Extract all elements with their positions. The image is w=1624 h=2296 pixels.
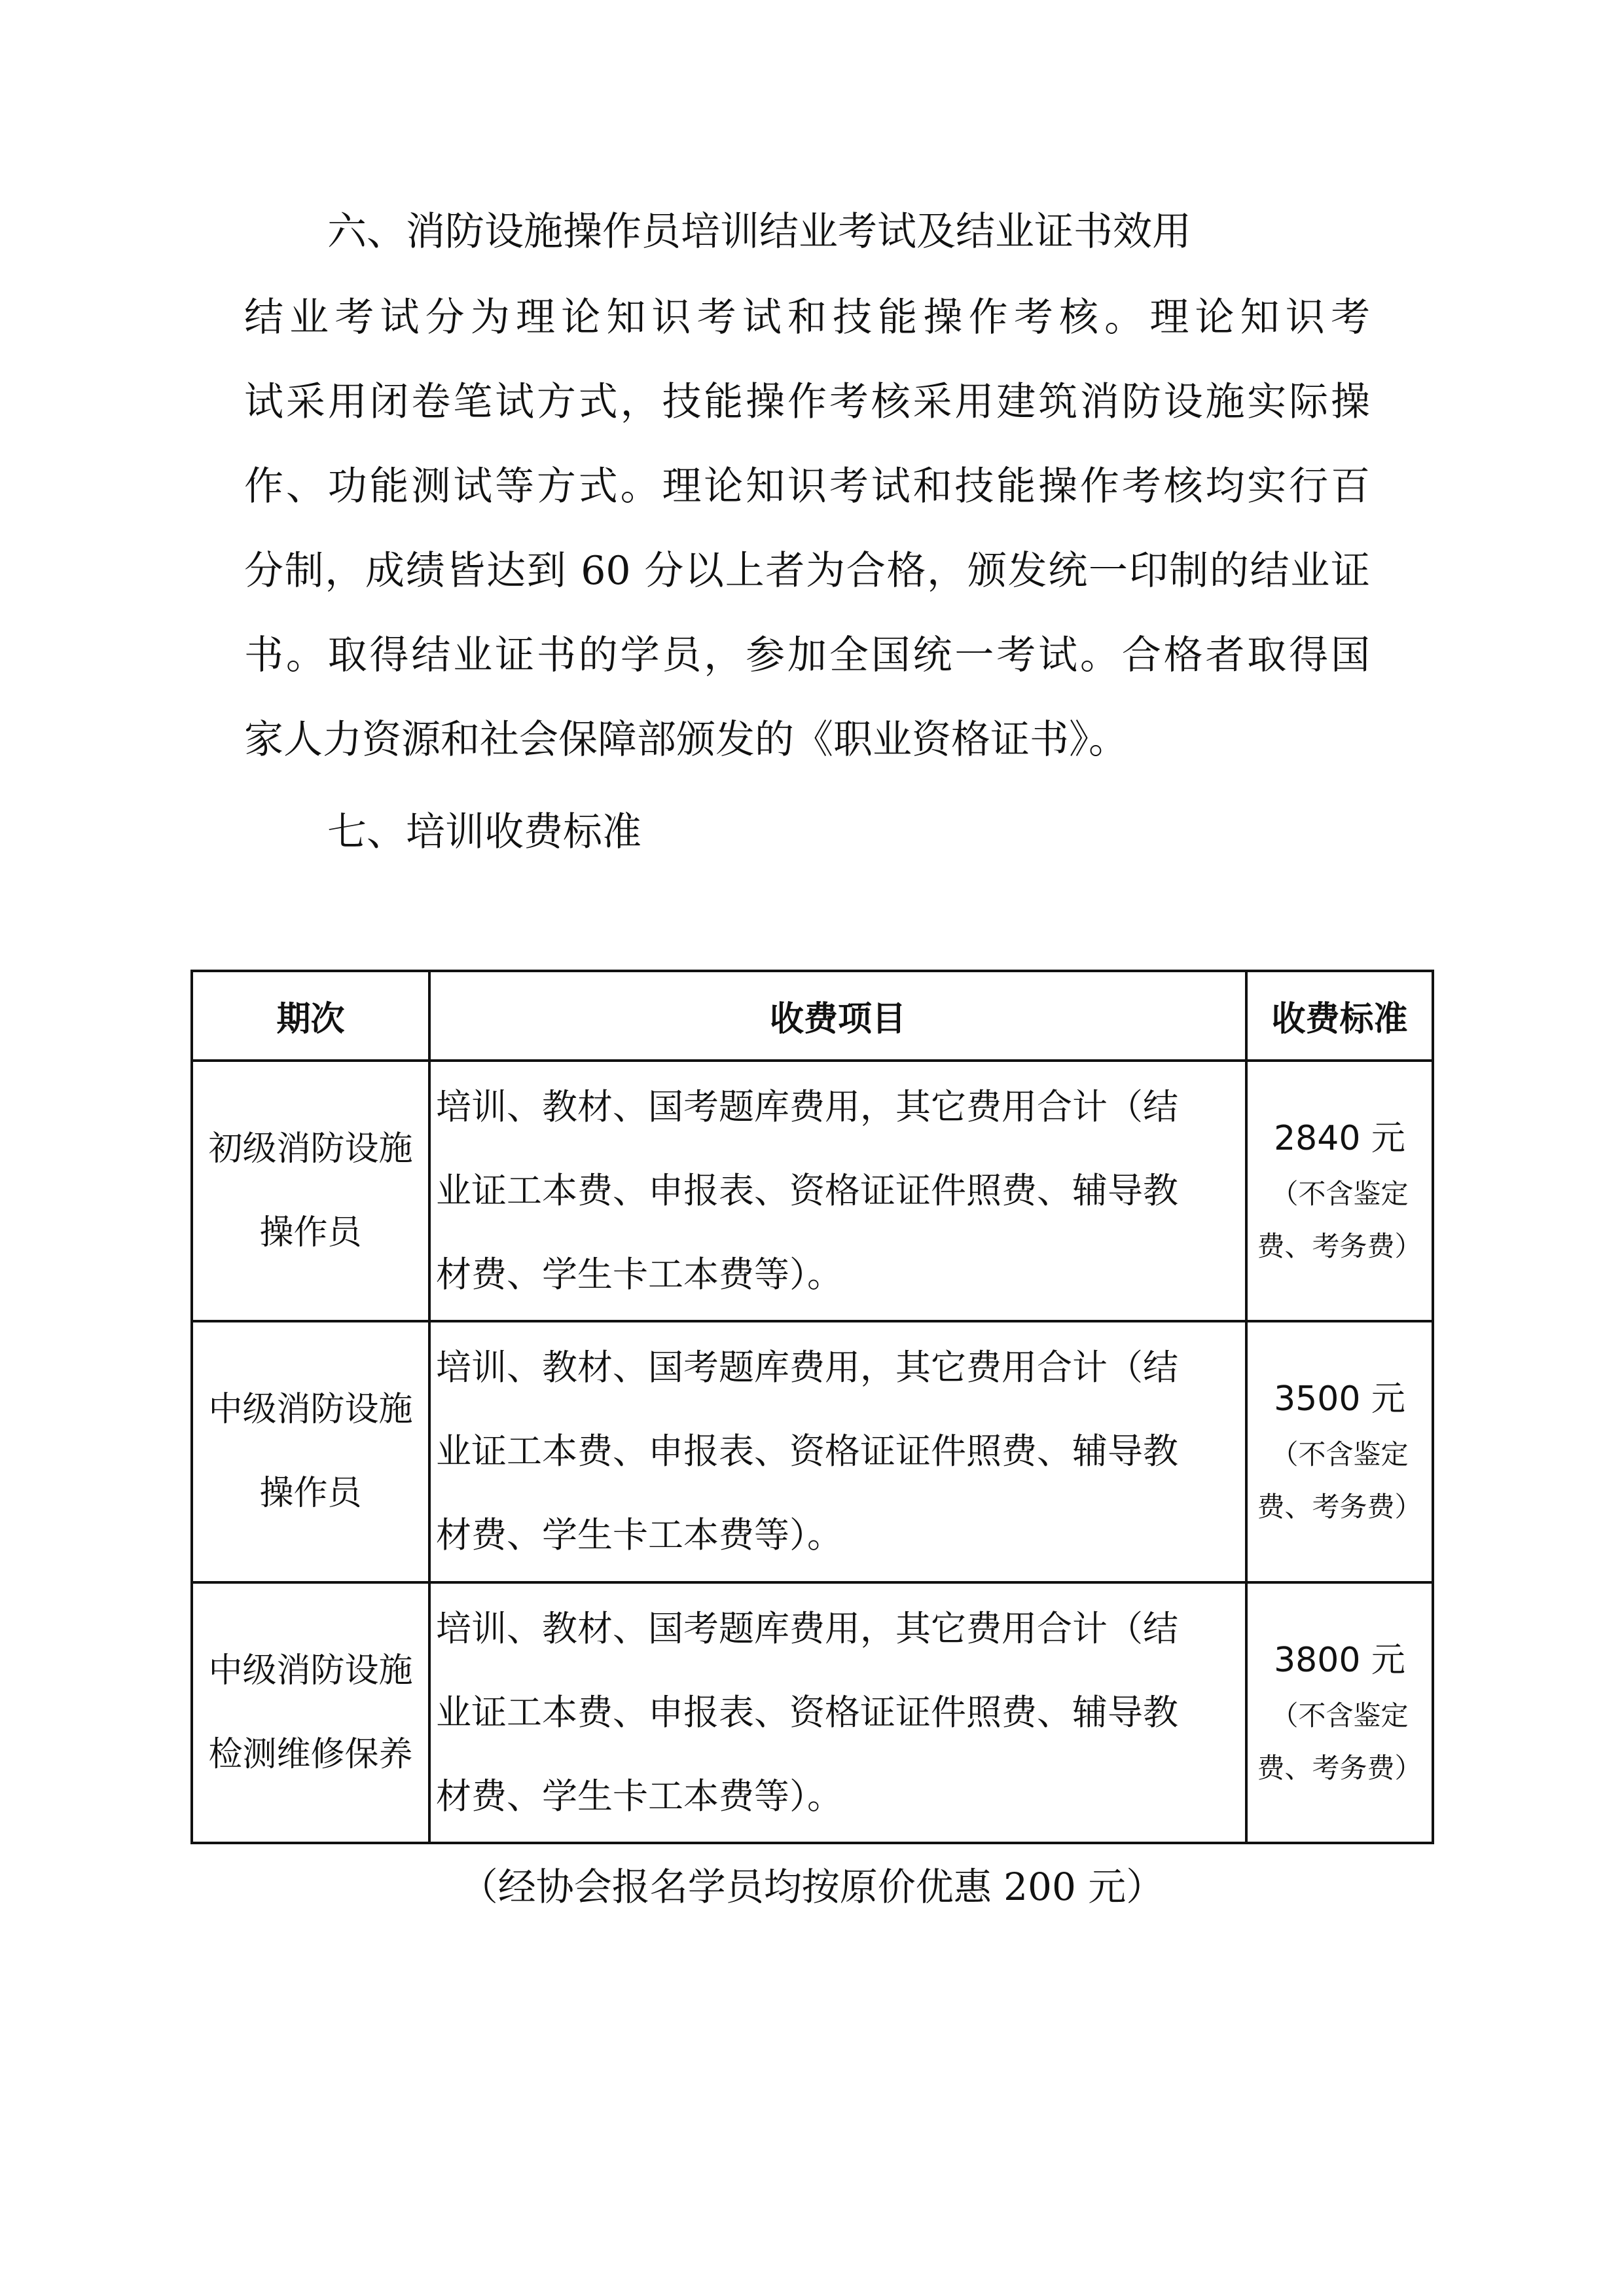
section-7-heading: 七、培训收费标准 (327, 809, 641, 855)
section-6-paragraph-line: 家人力资源和社会保障部颁发的《职业资格证书》。 (244, 717, 1128, 763)
items-line: 业证工本费、申报表、资格证证件照费、辅导教 (436, 1430, 1178, 1472)
table-row (192, 1321, 1433, 1582)
period-line: 操作员 (259, 1474, 362, 1514)
price-cell (1246, 1582, 1433, 1843)
period-cell (192, 1061, 429, 1321)
items-line: 业证工本费、申报表、资格证证件照费、辅导教 (436, 1170, 1178, 1211)
items-cell (429, 1582, 1246, 1843)
section-6-paragraph-line: 试采用闭卷笔试方式，技能操作考核采用建筑消防设施实际操 (244, 379, 1370, 425)
section-6-heading: 六、消防设施操作员培训结业考试及结业证书效用 (327, 209, 1191, 255)
price-note-line: 费、考务费） (1257, 1230, 1422, 1262)
items-line: 材费、学生卡工本费等）。 (436, 1254, 842, 1295)
fee-table (190, 970, 1434, 1844)
period-line: 检测维修保养 (208, 1734, 413, 1774)
header-period: 期次 (192, 971, 429, 1061)
period-line: 初级消防设施 (208, 1129, 413, 1169)
section-6-paragraph-line: 作、功能测试等方式。理论知识考试和技能操作考核均实行百 (244, 464, 1370, 509)
price-value: 3800 元 (1274, 1640, 1405, 1680)
period-cell (192, 1582, 429, 1843)
price-note-line: 费、考务费） (1257, 1491, 1422, 1523)
items-line: 培训、教材、国考题库费用，其它费用合计（结 (436, 1086, 1178, 1127)
header-items: 收费项目 (429, 971, 1246, 1061)
items-line: 培训、教材、国考题库费用，其它费用合计（结 (436, 1607, 1178, 1649)
price-cell (1246, 1061, 1433, 1321)
section-6-paragraph-line: 结业考试分为理论知识考试和技能操作考核。理论知识考 (244, 295, 1370, 340)
table-row (192, 1061, 1433, 1321)
period-line: 操作员 (259, 1213, 362, 1252)
items-line: 材费、学生卡工本费等）。 (436, 1514, 842, 1556)
price-value: 3500 元 (1274, 1379, 1405, 1419)
price-note-line: （不含鉴定 (1271, 1178, 1409, 1210)
items-line: 培训、教材、国考题库费用，其它费用合计（结 (436, 1347, 1178, 1389)
period-line: 中级消防设施 (208, 1650, 413, 1690)
section-6-paragraph-line: 分制，成绩皆达到 60 分以上者为合格，颁发统一印制的结业证 (244, 548, 1370, 594)
fee-table-header-row (192, 971, 1433, 1061)
items-line: 材费、学生卡工本费等）。 (436, 1775, 842, 1817)
items-line: 业证工本费、申报表、资格证证件照费、辅导教 (436, 1691, 1178, 1733)
discount-footnote: （经协会报名学员均按原价优惠 200 元） (460, 1865, 1164, 1909)
price-note-line: （不含鉴定 (1271, 1699, 1409, 1732)
period-cell (192, 1321, 429, 1582)
price-cell (1246, 1321, 1433, 1582)
price-note-line: （不含鉴定 (1271, 1438, 1409, 1471)
header-standard: 收费标准 (1246, 971, 1433, 1061)
items-cell (429, 1321, 1246, 1582)
price-note-line: 费、考务费） (1257, 1751, 1422, 1784)
section-6-paragraph-line: 书。取得结业证书的学员，参加全国统一考试。合格者取得国 (244, 632, 1370, 678)
price-value: 2840 元 (1274, 1119, 1405, 1158)
items-cell (429, 1061, 1246, 1321)
table-row (192, 1582, 1433, 1843)
period-line: 中级消防设施 (208, 1390, 413, 1430)
